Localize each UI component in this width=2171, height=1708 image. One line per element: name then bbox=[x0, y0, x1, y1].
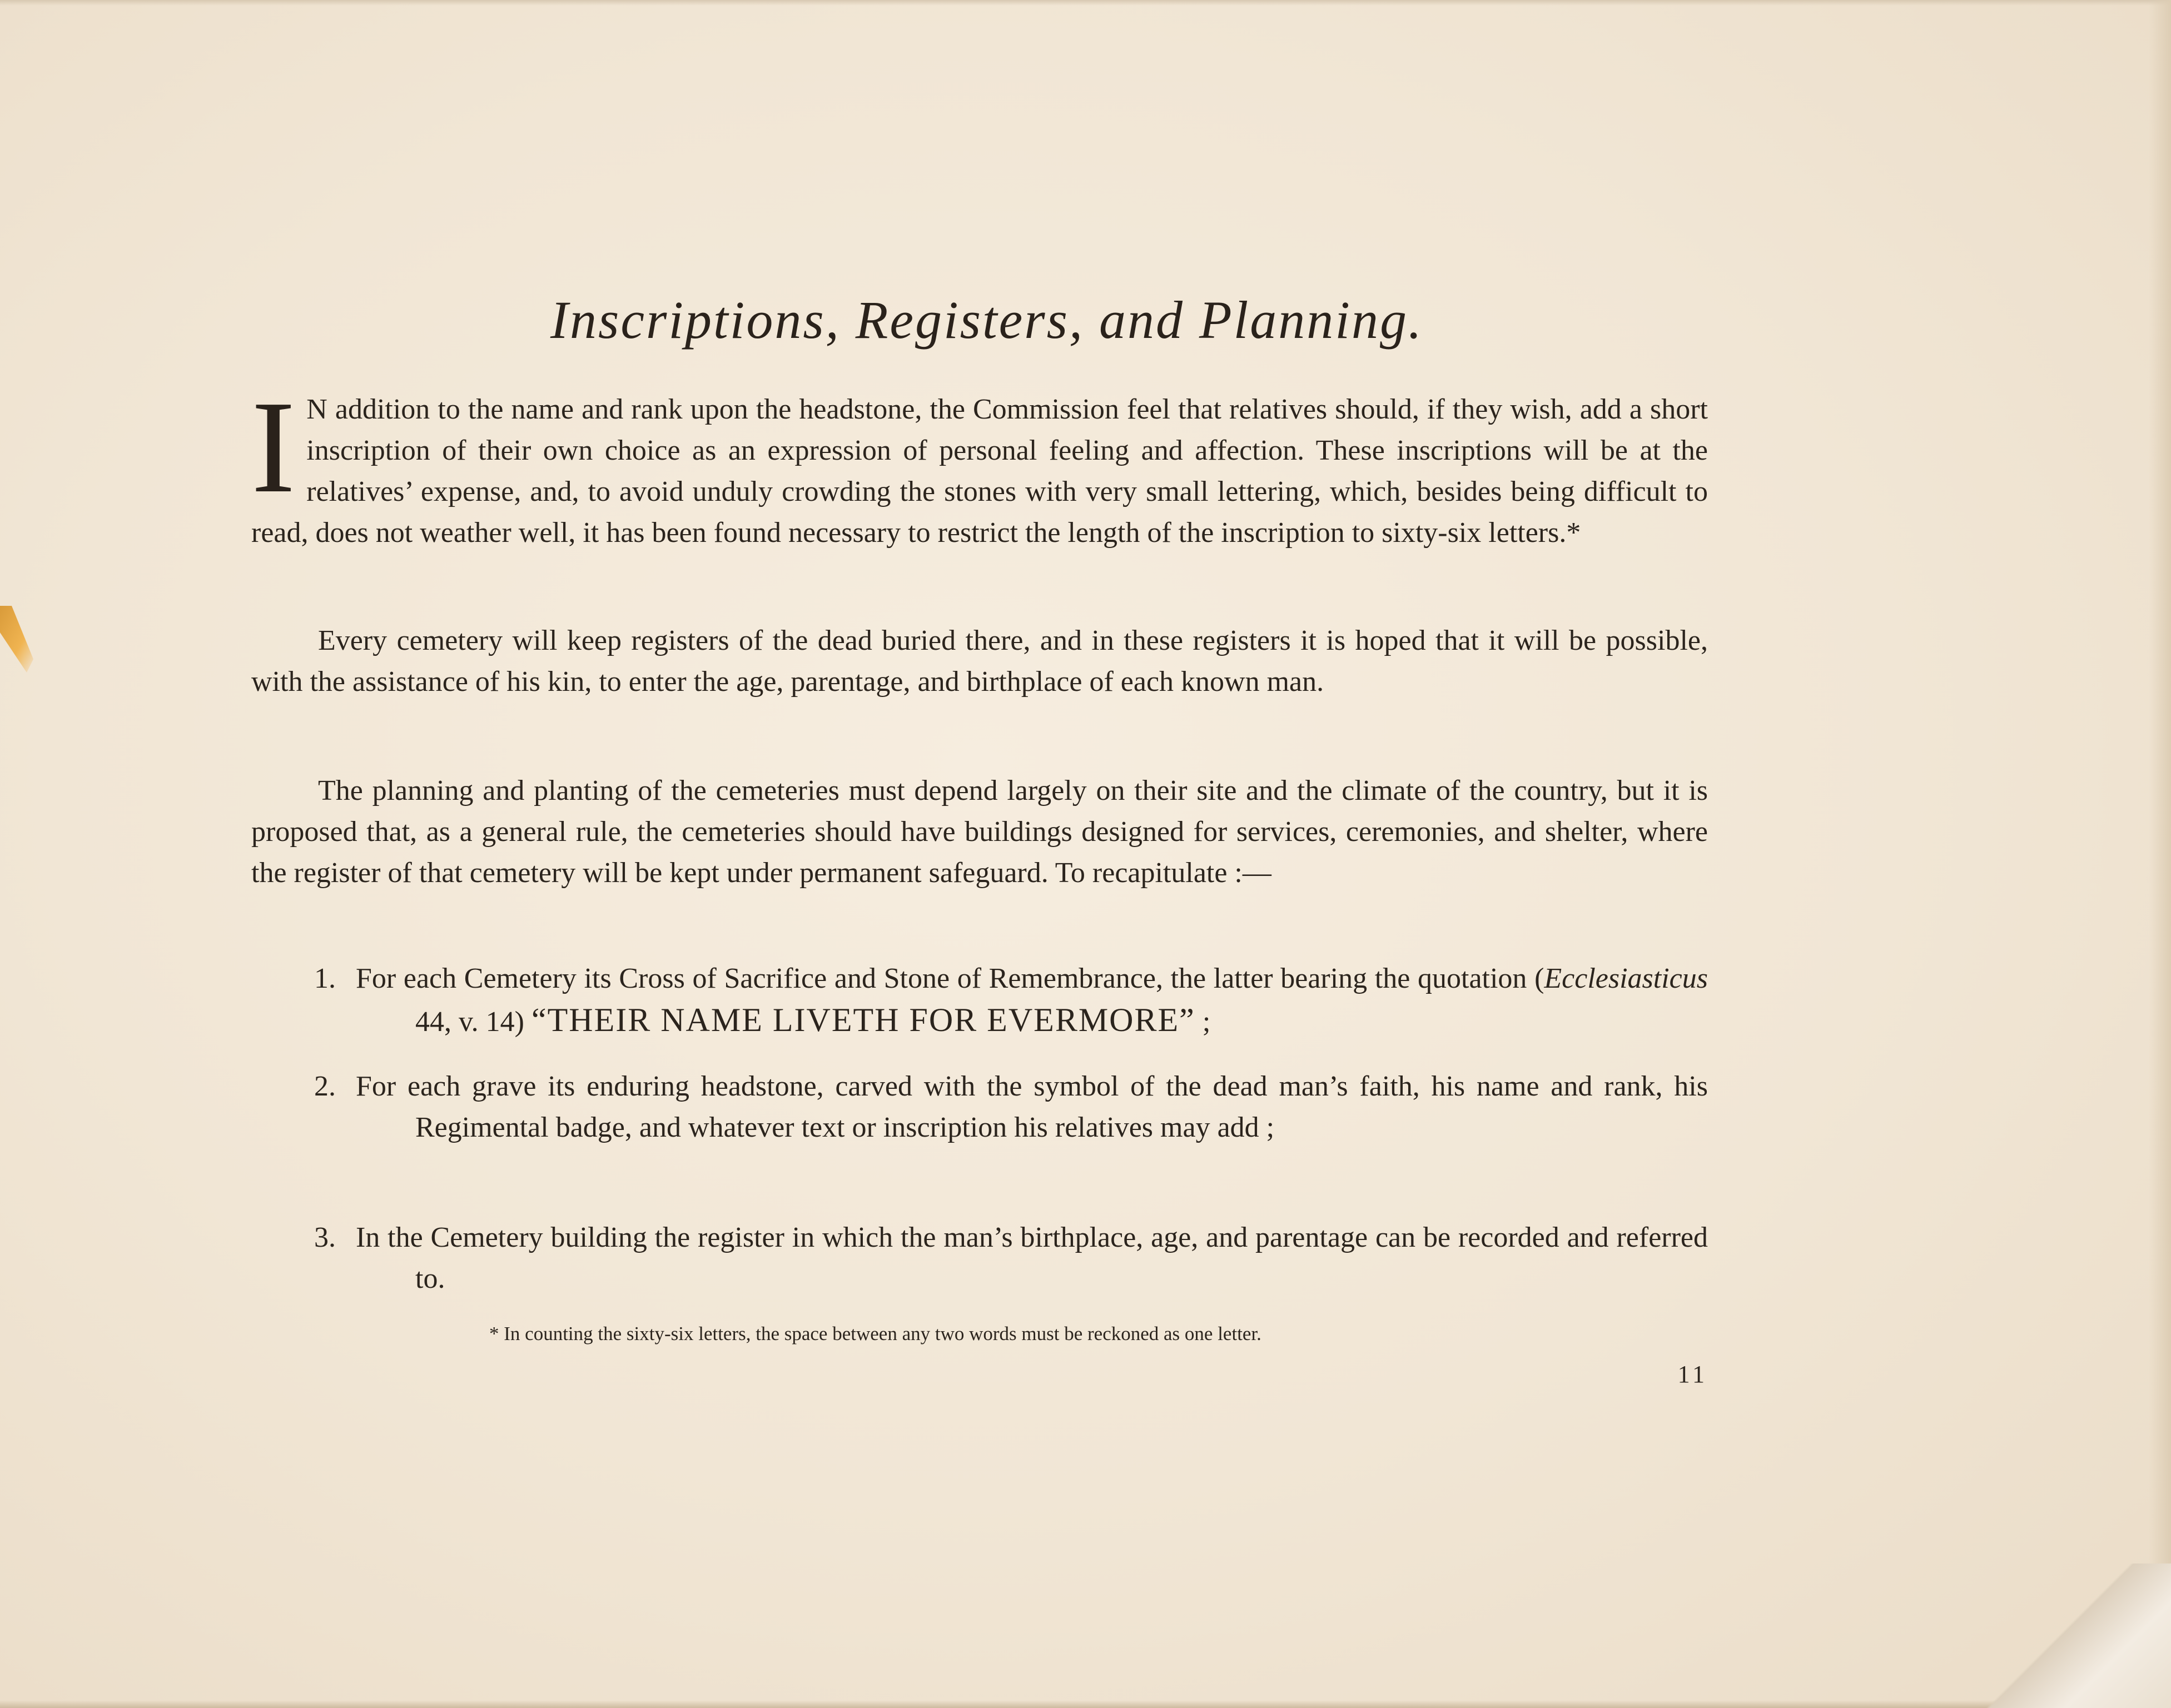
paragraph-inscriptions-text: N addition to the name and rank upon the headstone, the Commission feel that relatives should, if they wish, add a short inscription of their own choice as an expression of personal feeling and affection. These inscriptions will be at the relatives’ expense, and, to avoid unduly crowding the stones with very small lettering, which, besides being difficult to read, does not weather well, it has been found necessary to restrict the length of the inscription to sixty-six letters.* bbox=[251, 394, 1708, 549]
list-item-text-middle: 44, v. 14) bbox=[415, 1006, 531, 1038]
list-item-text: For each Cemetery its Cross of Sacrifice and Stone of Remembrance, the latter bearing the quotation ( bbox=[356, 963, 1544, 994]
list-item-italic: Ecclesiasticus bbox=[1544, 963, 1708, 994]
footnote: * In counting the sixty-six letters, the space between any two words must be reckoned as one letter. bbox=[489, 1323, 1261, 1345]
paragraph-registers: Every cemetery will keep registers of the dead buried there, and in these registers it is hoped that it will be possible, with the assistance of his kin, to enter the age, parentage, and birthplace of each known man. bbox=[251, 625, 1708, 698]
list-item-text: For each grave its enduring headstone, carved with the symbol of the dead man’s faith, his name and rank, his Regimental badge, and whatever text or inscription his relatives may add ; bbox=[356, 1070, 1708, 1143]
epitaph-quote: “THEIR NAME LIVETH FOR EVERMORE” bbox=[531, 1002, 1195, 1038]
drop-cap: I bbox=[251, 374, 296, 520]
list-item bbox=[314, 958, 1708, 1043]
folded-corner bbox=[1960, 1563, 2171, 1708]
page-bottom-edge bbox=[0, 1700, 2171, 1708]
page-title: Inscriptions, Registers, and Planning. bbox=[550, 290, 1423, 350]
tape-fragment bbox=[0, 606, 33, 673]
list-item bbox=[314, 1066, 1708, 1148]
list-item-number: 3. bbox=[314, 1222, 336, 1253]
page-right-edge bbox=[2149, 0, 2171, 1708]
page-top-edge bbox=[0, 0, 2171, 6]
list-item-text: In the Cemetery building the register in which the man’s birthplace, age, and parentage can be recorded and referred to. bbox=[356, 1222, 1708, 1294]
list-item-number: 1. bbox=[314, 963, 336, 994]
page-number: 11 bbox=[1677, 1361, 1708, 1388]
list-item bbox=[314, 1217, 1708, 1299]
paragraph-planning: The planning and planting of the cemeteries must depend largely on their site and the climate of the country, but it is proposed that, as a general rule, the cemeteries should have buildings designed for services, ceremonies, and shelter, where the register of that cemetery will be kept under permanent safeguard. To recapitulate :— bbox=[251, 775, 1708, 889]
paragraph-inscriptions bbox=[251, 374, 1708, 554]
list-item-text-end: ; bbox=[1202, 1006, 1211, 1038]
list-item-number: 2. bbox=[314, 1070, 336, 1102]
